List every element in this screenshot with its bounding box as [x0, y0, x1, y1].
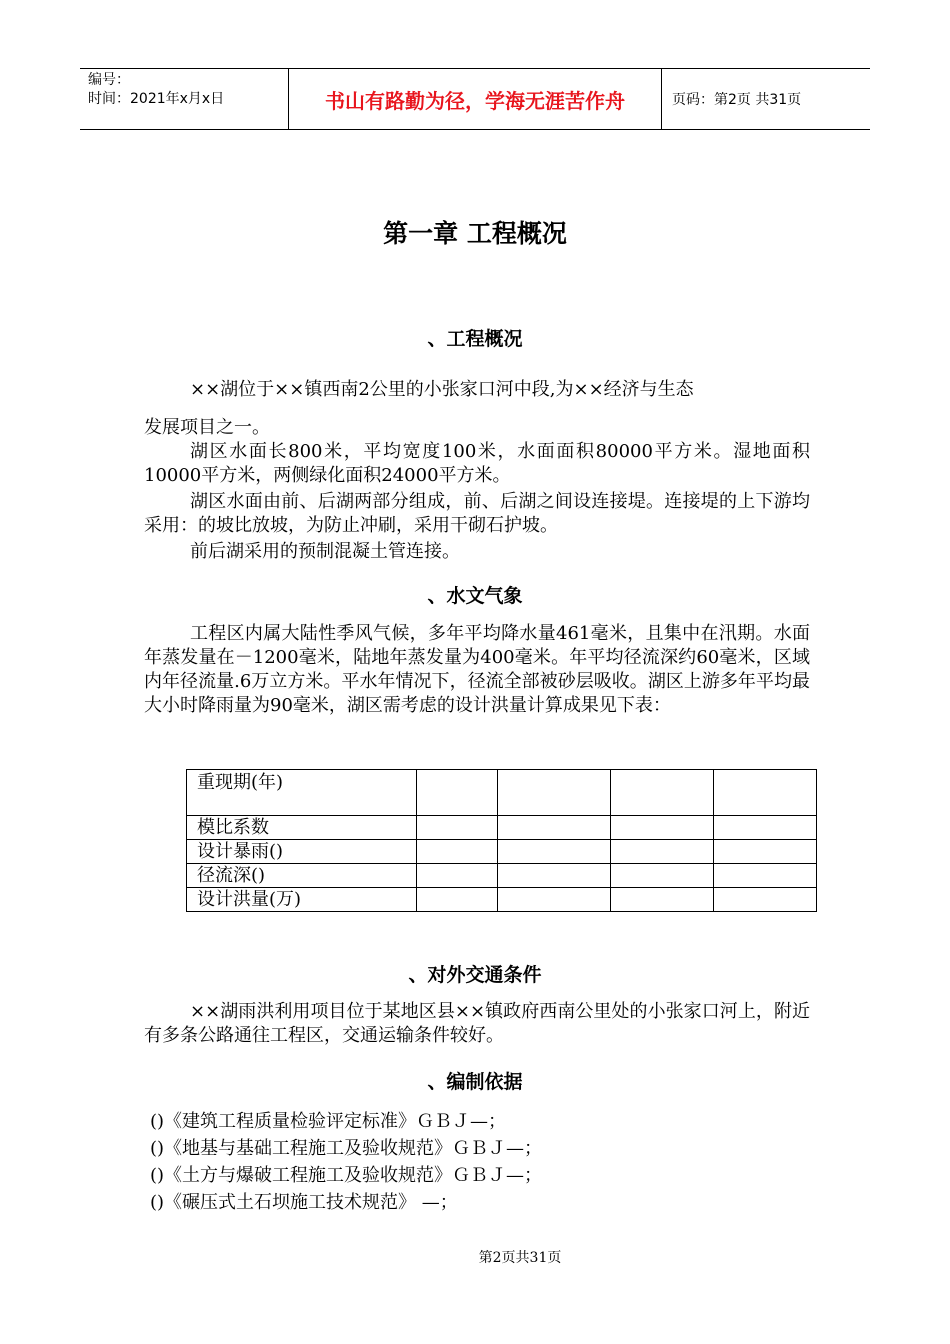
table-cell	[498, 816, 611, 840]
reference-list	[150, 1108, 542, 1216]
overview-paragraph-1-line-1: ××湖位于××镇西南2公里的小张家口河中段,为××经济与生态	[190, 379, 694, 400]
document-date: 时间：2021年x月x日	[88, 91, 225, 107]
section-title-basis: 、编制依据	[427, 1071, 523, 1093]
section-title-overview: 、工程概况	[427, 328, 523, 350]
table-row	[187, 840, 817, 864]
table-cell	[417, 816, 498, 840]
list-item: ()《土方与爆破工程施工及验收规范》ＧＢＪ—；	[150, 1165, 543, 1186]
table-cell	[611, 888, 714, 912]
hydrology-paragraph: 工程区内属大陆性季风气候，多年平均降水量461毫米，且集中在汛期。水面年蒸发量在－1200毫米，陆地年蒸发量为400毫米。年平均径流深约60毫米，区域内年径流量.6万立方米。平水年情况下，径流全部被砂层吸收。湖区上游多年平均最大小时降雨量为90毫米，湖区需考虑的设计洪量计算成果见下表：	[144, 623, 810, 716]
overview-paragraph-1-line-2: 发展项目之一。	[144, 417, 270, 438]
flood-calculation-table	[186, 769, 817, 912]
table-cell	[611, 840, 714, 864]
table-cell	[714, 840, 817, 864]
table-row	[187, 888, 817, 912]
table-cell	[498, 864, 611, 888]
table-row-label: 设计洪量(万)	[187, 888, 417, 912]
table-cell	[611, 816, 714, 840]
table-cell	[498, 770, 611, 816]
table-row-label: 径流深()	[187, 864, 417, 888]
table-cell	[714, 816, 817, 840]
overview-paragraph-2: 湖区水面长800米，平均宽度100米，水面面积80000平方米。湿地面积10000平方米，两侧绿化面积24000平方米。	[144, 441, 810, 486]
section-title-hydrology: 、水文气象	[427, 585, 523, 607]
table-row	[187, 864, 817, 888]
list-item: ()《碾压式土石坝施工技术规范》 —；	[150, 1192, 458, 1213]
table-cell	[417, 888, 498, 912]
table-cell	[611, 864, 714, 888]
table-row-label: 模比系数	[187, 816, 417, 840]
table-row-label: 设计暴雨()	[187, 840, 417, 864]
table-row-label: 重现期(年)	[187, 770, 417, 816]
table-cell	[498, 840, 611, 864]
table-cell	[417, 840, 498, 864]
table-row	[187, 816, 817, 840]
table-row	[187, 770, 817, 816]
document-number: 编号：	[88, 72, 130, 88]
header-motto: 书山有路勤为径，学海无涯苦作舟	[289, 69, 662, 129]
table-cell	[417, 770, 498, 816]
transport-paragraph: ××湖雨洪利用项目位于某地区县××镇政府西南公里处的小张家口河上，附近有多条公路通往工程区，交通运输条件较好。	[144, 1001, 810, 1046]
list-item: ()《地基与基础工程施工及验收规范》ＧＢＪ—；	[150, 1138, 543, 1159]
list-item: ()《建筑工程质量检验评定标准》ＧＢＪ—；	[150, 1111, 507, 1132]
table-cell	[611, 770, 714, 816]
table-cell	[714, 770, 817, 816]
chapter-title: 第一章 工程概况	[383, 219, 567, 248]
page-header	[80, 68, 870, 130]
section-title-transport: 、对外交通条件	[408, 964, 542, 986]
table-cell	[417, 864, 498, 888]
table-cell	[498, 888, 611, 912]
page-footer: 第2页共31页	[478, 1250, 562, 1266]
overview-paragraph-3: 湖区水面由前、后湖两部分组成，前、后湖之间设连接堤。连接堤的上下游均采用：的坡比放坡，为防止冲刷，采用干砌石护坡。	[144, 491, 810, 536]
header-page-number: 页码：第2页 共31页	[672, 92, 802, 108]
header-meta	[80, 69, 289, 129]
table-cell	[714, 864, 817, 888]
table-cell	[714, 888, 817, 912]
overview-paragraph-4: 前后湖采用的预制混凝土管连接。	[190, 541, 460, 562]
